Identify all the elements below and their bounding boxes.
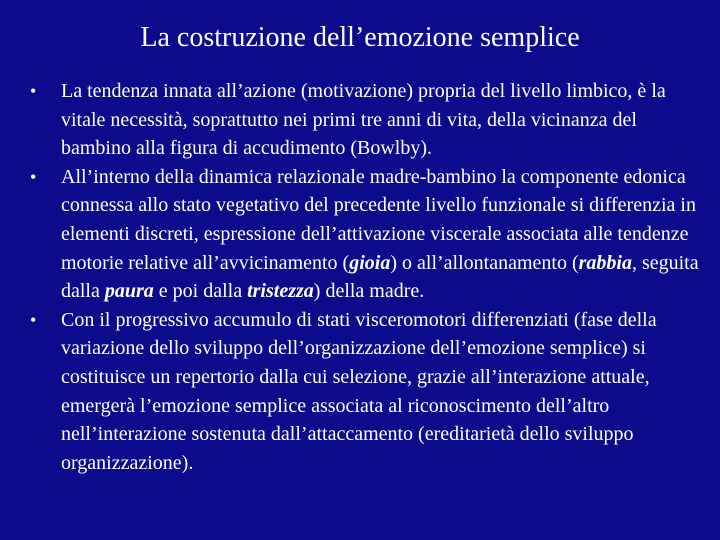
bullet-glyph: • (30, 166, 37, 187)
slide-title: La costruzione dell’emozione semplice (140, 22, 580, 53)
bullet-glyph: • (30, 81, 37, 101)
emphasis-gioia: gioia (349, 251, 391, 274)
emphasis-tristezza: tristezza (247, 280, 314, 303)
bullet-glyph: • (30, 309, 37, 330)
bullet-text: Con il progressivo accumulo di stati visceromotori differenziati (fase della variazione dello sviluppo dell’organizzazione dell’emozione semplice) si costituisce un repertorio dalla cui selezione, grazie all’interazione attuale, emergerà l’emozione semplice associata al riconoscimento dell’altro nell’interazione sostenuta dall’attaccamento (ereditarietà dello sviluppo organizzazione). (61, 308, 657, 474)
bullet-text-part: e poi dalla (153, 280, 248, 303)
bullet-item (0, 163, 720, 306)
bullet-text: La tendenza innata all’azione (motivazione) propria del livello limbico, è la vitale necessità, soprattutto nei primi tre anni di vita, della vicinanza del bambino alla figura di accudimento (Bowlby). (61, 80, 666, 160)
bullet-item (0, 77, 720, 163)
bullet-text-part: All’interno della dinamica relazionale madre-bambino la componente edonica connessa allo stato vegetativo del precedente livello funzionale si differenzia in elementi discreti, espressione dell’attivazione viscerale associata alle tendenze motorie relative all’avvicinamento ( (61, 165, 696, 274)
emphasis-paura: paura (104, 280, 154, 303)
bullet-text-part: ) della madre. (313, 280, 425, 303)
bullet-list (0, 77, 720, 477)
bullet-item (0, 306, 720, 478)
bullet-text-part: ) o all’allontanamento ( (390, 251, 579, 274)
emphasis-rabbia: rabbia (578, 251, 632, 274)
bullet-text-part: , seguita dalla (61, 251, 699, 303)
